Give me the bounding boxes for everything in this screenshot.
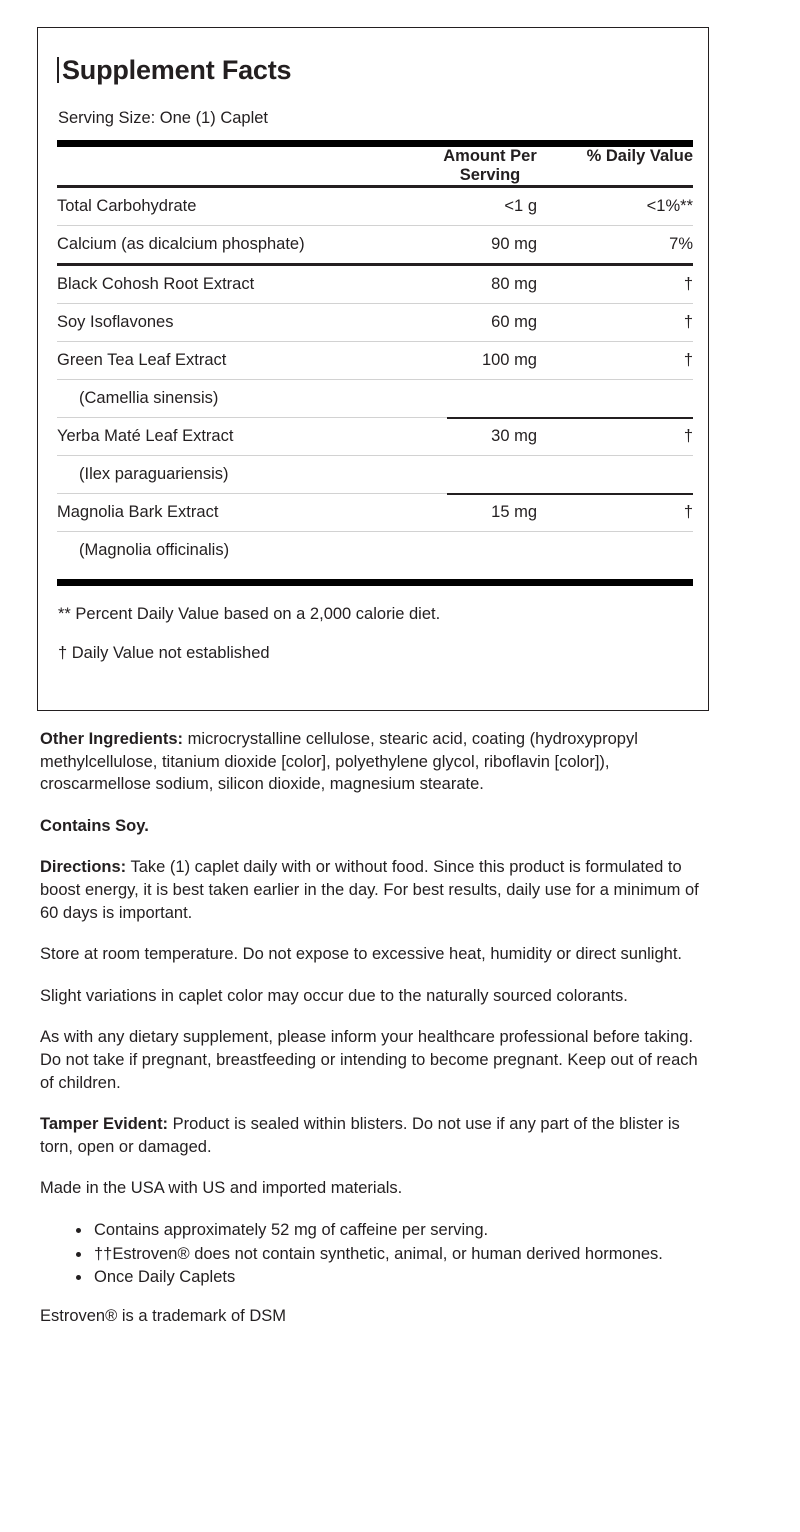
table-row bbox=[57, 380, 693, 417]
nutrient-daily-value bbox=[565, 456, 693, 493]
table-row bbox=[57, 418, 693, 455]
nutrient-daily-value bbox=[565, 380, 693, 417]
nutrient-daily-value: † bbox=[683, 275, 693, 294]
partial-rule bbox=[447, 493, 693, 495]
nutrient-amount bbox=[415, 532, 565, 569]
nutrient-amount: 60 mg bbox=[491, 313, 537, 332]
tamper-evident-paragraph bbox=[40, 1113, 705, 1158]
directions-label: Directions: bbox=[40, 858, 127, 877]
nutrient-name: Green Tea Leaf Extract bbox=[57, 351, 227, 370]
nutrient-name: Total Carbohydrate bbox=[57, 197, 197, 216]
nutrient-daily-value: † bbox=[683, 503, 693, 522]
table-row bbox=[57, 532, 693, 569]
tamper-evident-text: Product is sealed within blisters. Do not use if any part of the blister is torn, open or damaged. bbox=[40, 1115, 680, 1156]
table-row bbox=[57, 342, 693, 379]
label-body-copy bbox=[40, 728, 705, 1346]
nutrient-amount: 15 mg bbox=[491, 503, 537, 522]
row-divider-partial bbox=[57, 417, 693, 418]
nutrient-daily-value bbox=[565, 532, 693, 569]
title-caret-icon bbox=[57, 57, 59, 83]
trademark-notice: Estroven® is a trademark of DSM bbox=[40, 1306, 286, 1325]
nutrient-name: Soy Isoflavones bbox=[57, 313, 174, 332]
contains-soy-paragraph bbox=[40, 815, 705, 838]
storage-paragraph: Store at room temperature. Do not expose to excessive heat, humidity or direct sunlight. bbox=[40, 945, 682, 964]
nutrient-daily-value: † bbox=[683, 313, 693, 332]
table-row bbox=[57, 456, 693, 493]
nutrient-amount: 30 mg bbox=[491, 427, 537, 446]
page-title bbox=[57, 28, 693, 86]
contains-soy-label: Contains Soy. bbox=[40, 816, 149, 835]
supplement-facts-title-text: Supplement Facts bbox=[62, 55, 292, 85]
nutrient-daily-value: <1%** bbox=[646, 197, 693, 216]
table-row bbox=[57, 266, 693, 303]
list-item: • Contains approximately 52 mg of caffeine per serving. bbox=[92, 1219, 705, 1242]
nutrient-amount bbox=[415, 380, 565, 417]
nutrient-name: Magnolia Bark Extract bbox=[57, 503, 219, 522]
botanical-name: (Camellia sinensis) bbox=[79, 389, 219, 408]
row-divider-partial bbox=[57, 493, 693, 494]
nutrient-amount: 90 mg bbox=[491, 235, 537, 254]
other-ingredients-text: microcrystalline cellulose, stearic acid, coating (hydroxypropyl methylcellulose, titanium dioxide [color], polyethylene glycol, riboflavin [color]), croscarmellose sodium, silicon dioxide, magnesium stearate. bbox=[40, 730, 638, 794]
product-claims-list bbox=[40, 1219, 705, 1289]
nutrient-amount: 100 mg bbox=[481, 351, 537, 370]
table-row bbox=[57, 304, 693, 341]
healthcare-warning-paragraph: As with any dietary supplement, please inform your healthcare professional before taking. Do not take if pregnant, breastfeeding or intending to become pregnant. Keep out of reach of children. bbox=[40, 1028, 698, 1092]
nutrition-table bbox=[57, 147, 693, 569]
nutrient-amount bbox=[415, 456, 565, 493]
other-ingredients-paragraph bbox=[40, 728, 705, 796]
nutrient-name: Yerba Maté Leaf Extract bbox=[57, 427, 234, 446]
botanical-name: (Magnolia officinalis) bbox=[79, 541, 230, 560]
list-item: • ††Estroven® does not contain synthetic, animal, or human derived hormones. bbox=[92, 1243, 705, 1266]
serving-size: Serving Size: One (1) Caplet bbox=[58, 108, 269, 127]
header-daily-value: % Daily Value bbox=[586, 147, 693, 166]
other-ingredients-label: Other Ingredients: bbox=[40, 730, 184, 748]
directions-paragraph bbox=[40, 856, 705, 924]
table-row bbox=[57, 188, 693, 225]
list-item: • Once Daily Caplets bbox=[92, 1266, 705, 1289]
partial-rule bbox=[447, 417, 693, 419]
made-in-usa-paragraph: Made in the USA with US and imported materials. bbox=[40, 1179, 403, 1198]
table-header-row bbox=[57, 147, 693, 185]
nutrient-daily-value: † bbox=[683, 351, 693, 370]
botanical-name: (Ilex paraguariensis) bbox=[79, 465, 229, 484]
tamper-evident-label: Tamper Evident: bbox=[40, 1115, 169, 1134]
nutrient-name: Black Cohosh Root Extract bbox=[57, 275, 255, 294]
table-row bbox=[57, 494, 693, 531]
supplement-facts-panel bbox=[37, 27, 709, 711]
rule-bottom-thick bbox=[57, 579, 693, 586]
nutrient-daily-value: 7% bbox=[669, 235, 693, 254]
header-spacer bbox=[57, 147, 415, 185]
footnotes bbox=[57, 586, 693, 681]
footnote-dagger: † Daily Value not established bbox=[58, 644, 270, 663]
table-row bbox=[57, 226, 693, 263]
header-amount-per-serving: Amount Per Serving bbox=[443, 147, 537, 185]
colorants-paragraph: Slight variations in caplet color may occur due to the naturally sourced colorants. bbox=[40, 986, 628, 1005]
nutrient-name: Calcium (as dicalcium phosphate) bbox=[57, 235, 305, 254]
nutrient-amount: <1 g bbox=[504, 197, 537, 216]
directions-text: Take (1) caplet daily with or without food. Since this product is formulated to boost energy, it is best taken earlier in the day. For best results, daily use for a minimum of 60 days is important. bbox=[40, 858, 699, 922]
supplement-facts-inner bbox=[38, 28, 708, 682]
rule-top-thick bbox=[57, 140, 693, 147]
footnote-percent-dv: ** Percent Daily Value based on a 2,000 calorie diet. bbox=[58, 605, 441, 624]
nutrient-amount: 80 mg bbox=[491, 275, 537, 294]
nutrient-daily-value: † bbox=[683, 427, 693, 446]
